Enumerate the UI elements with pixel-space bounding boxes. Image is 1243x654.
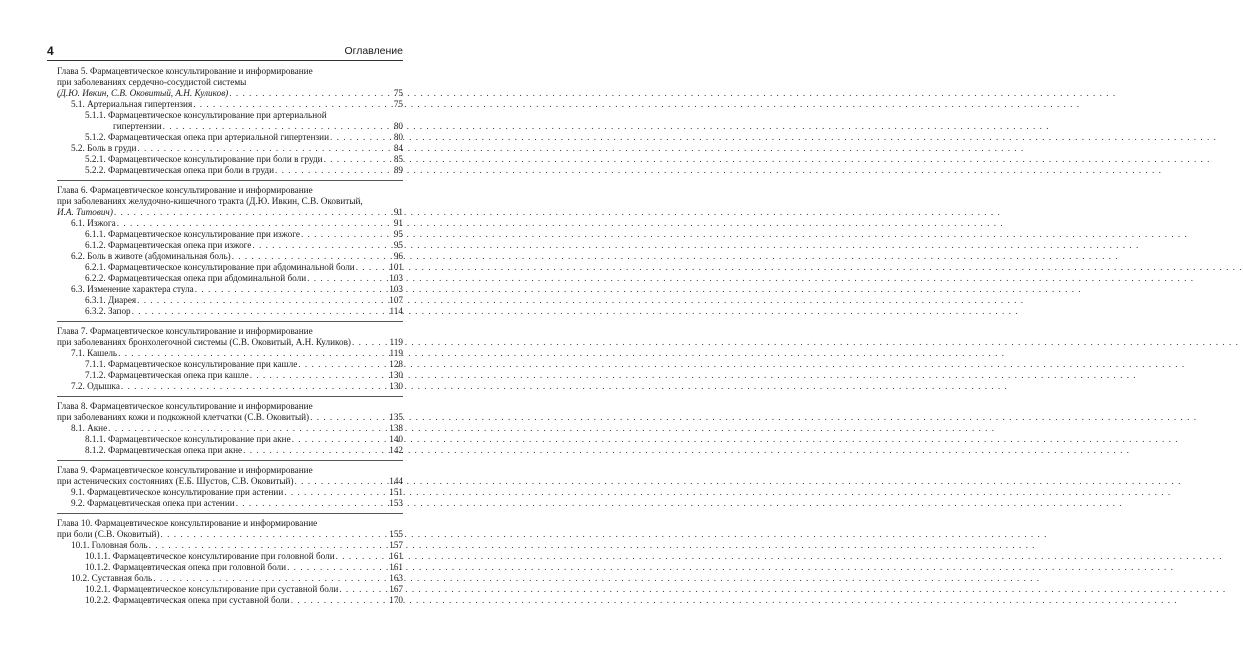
toc-entry[interactable] bbox=[57, 445, 403, 456]
entry-text: 5.2. Боль в груди bbox=[71, 143, 137, 153]
entry-text: 8.1.2. Фармацевтическая опека при акне bbox=[85, 445, 243, 455]
entry-page: 103 bbox=[389, 284, 403, 294]
toc-entry[interactable] bbox=[57, 143, 403, 154]
entry-page: 101 bbox=[389, 262, 403, 272]
entry-text: 9.1. Фармацевтическое консультирование при астении bbox=[71, 487, 284, 497]
toc-entry[interactable] bbox=[57, 370, 403, 381]
entry-text: 7.2. Одышка bbox=[71, 381, 120, 391]
entry-page: 140 bbox=[389, 434, 403, 444]
entry-text: 6.3.1. Диарея bbox=[85, 295, 137, 305]
entry-page: 75 bbox=[393, 88, 403, 98]
entry-text: 10.2. Суставная боль bbox=[71, 573, 153, 583]
toc-entry[interactable] bbox=[57, 573, 403, 584]
toc-entry[interactable] bbox=[57, 99, 403, 110]
entry-page: 157 bbox=[389, 540, 403, 550]
entry-text: И.А. Титович) bbox=[57, 207, 113, 217]
entry-text: 6.3.2. Запор bbox=[85, 306, 131, 316]
entry-page: 138 bbox=[389, 423, 403, 433]
entry-page: 91 bbox=[393, 218, 403, 228]
toc-entry[interactable] bbox=[57, 337, 403, 348]
entry-page: 153 bbox=[389, 498, 403, 508]
toc-entry[interactable] bbox=[57, 381, 403, 392]
chapter-title-line: Глава 10. Фармацевтическое консультирование и информирование bbox=[57, 518, 318, 528]
entry-text: 6.1. Изжога bbox=[71, 218, 116, 228]
page-header bbox=[47, 44, 403, 60]
chapter-7 bbox=[57, 326, 403, 397]
header-rule bbox=[47, 60, 403, 61]
toc-entry[interactable] bbox=[57, 595, 403, 606]
entry-text: 5.1.1. Фармацевтическое консультирование при артериальной bbox=[85, 110, 327, 120]
entry-text: гипертензии bbox=[113, 121, 162, 131]
table-of-contents bbox=[57, 66, 403, 614]
toc-entry[interactable] bbox=[57, 262, 403, 273]
entry-page: 91 bbox=[393, 207, 403, 217]
running-title: Оглавление bbox=[344, 45, 403, 57]
entry-page: 163 bbox=[389, 573, 403, 583]
toc-entry[interactable] bbox=[57, 207, 403, 218]
entry-page: 161 bbox=[389, 551, 403, 561]
toc-entry[interactable] bbox=[57, 165, 403, 176]
entry-page: 167 bbox=[389, 584, 403, 594]
toc-entry[interactable] bbox=[57, 487, 403, 498]
chapter-6 bbox=[57, 185, 403, 322]
toc-entry[interactable] bbox=[57, 562, 403, 573]
entry-text: 5.1. Артериальная гипертензия bbox=[71, 99, 193, 109]
page-number: 4 bbox=[47, 44, 54, 58]
entry-text: 10.1. Головная боль bbox=[71, 540, 148, 550]
entry-page: 95 bbox=[393, 229, 403, 239]
entry-page: 80 bbox=[393, 121, 403, 131]
entry-text: 7.1.1. Фармацевтическое консультирование при кашле bbox=[85, 359, 298, 369]
chapter-10 bbox=[57, 518, 403, 610]
toc-entry[interactable] bbox=[57, 295, 403, 306]
entry-text: 5.2.2. Фармацевтическая опека при боли в груди bbox=[85, 165, 274, 175]
entry-text: 6.2.1. Фармацевтическое консультирование при абдоминальной боли bbox=[85, 262, 355, 272]
entry-text: 10.1.2. Фармацевтическая опека при головной боли bbox=[85, 562, 287, 572]
toc-entry[interactable] bbox=[57, 476, 403, 487]
entry-page: 96 bbox=[393, 251, 403, 261]
entry-page: 151 bbox=[389, 487, 403, 497]
entry-page: 80 bbox=[393, 132, 403, 142]
toc-entry[interactable] bbox=[57, 529, 403, 540]
entry-text: 6.3. Изменение характера стула bbox=[71, 284, 194, 294]
entry-text: 6.2. Боль в животе (абдоминальная боль) bbox=[71, 251, 231, 261]
entry-text: 8.1.1. Фармацевтическое консультирование при акне bbox=[85, 434, 291, 444]
entry-page: 130 bbox=[389, 370, 403, 380]
toc-entry[interactable] bbox=[57, 251, 403, 262]
entry-page: 119 bbox=[389, 337, 403, 347]
entry-page: 130 bbox=[389, 381, 403, 391]
toc-entry[interactable] bbox=[57, 218, 403, 229]
chapter-title-line: Глава 5. Фармацевтическое консультирование и информирование bbox=[57, 66, 313, 76]
entry-text: 6.1.2. Фармацевтическая опека при изжоге bbox=[85, 240, 252, 250]
toc-entry[interactable] bbox=[57, 551, 403, 562]
chapter-9 bbox=[57, 465, 403, 514]
entry-page: 95 bbox=[393, 240, 403, 250]
entry-text: при заболеваниях кожи и подкожной клетчатки (С.В. Оковитый) bbox=[57, 412, 310, 422]
entry-text: 10.2.2. Фармацевтическая опека при суставной боли bbox=[85, 595, 290, 605]
toc-entry[interactable] bbox=[57, 132, 403, 143]
entry-page: 114 bbox=[389, 306, 403, 316]
entry-text: 7.1.2. Фармацевтическая опека при кашле bbox=[85, 370, 249, 380]
chapter-5 bbox=[57, 66, 403, 181]
entry-text: при боли (С.В. Оковитый) bbox=[57, 529, 160, 539]
toc-entry[interactable] bbox=[57, 412, 403, 423]
entry-page: 107 bbox=[389, 295, 403, 305]
entry-text: 5.2.1. Фармацевтическое консультирование при боли в груди bbox=[85, 154, 323, 164]
entry-text: 8.1. Акне bbox=[71, 423, 108, 433]
chapter-title-line: Глава 8. Фармацевтическое консультирование и информирование bbox=[57, 401, 313, 411]
chapter-title-line: Глава 6. Фармацевтическое консультирование и информирование bbox=[57, 185, 313, 195]
entry-text: 10.2.1. Фармацевтическое консультирование при суставной боли bbox=[85, 584, 339, 594]
entry-page: 128 bbox=[389, 359, 403, 369]
toc-entry[interactable] bbox=[57, 359, 403, 370]
entry-page: 144 bbox=[389, 476, 403, 486]
entry-page: 89 bbox=[393, 165, 403, 175]
toc-entry[interactable] bbox=[57, 434, 403, 445]
toc-entry[interactable] bbox=[57, 306, 403, 317]
toc-entry[interactable] bbox=[57, 284, 403, 295]
entry-page: 119 bbox=[389, 348, 403, 358]
entry-page: 75 bbox=[393, 99, 403, 109]
entry-page: 155 bbox=[389, 529, 403, 539]
entry-text: (Д.Ю. Ивкин, С.В. Оковитый, А.Н. Куликов) bbox=[57, 88, 229, 98]
entry-page: 170 bbox=[389, 595, 403, 605]
entry-text: 7.1. Кашель bbox=[71, 348, 118, 358]
toc-entry[interactable] bbox=[57, 273, 403, 284]
entry-text: 6.1.1. Фармацевтическое консультирование при изжоге bbox=[85, 229, 300, 239]
toc-entry[interactable] bbox=[57, 540, 403, 551]
toc-entry[interactable] bbox=[57, 498, 403, 509]
chapter-title-line: Глава 7. Фармацевтическое консультирование и информирование bbox=[57, 326, 313, 336]
toc-entry[interactable] bbox=[57, 88, 403, 99]
entry-text: при заболеваниях бронхолегочной системы (С.В. Оковитый, А.Н. Куликов) bbox=[57, 337, 351, 347]
chapter-8 bbox=[57, 401, 403, 461]
toc-entry[interactable] bbox=[57, 240, 403, 251]
entry-page: 142 bbox=[389, 445, 403, 455]
entry-text: 9.2. Фармацевтическая опека при астении bbox=[71, 498, 235, 508]
toc-entry[interactable] bbox=[57, 348, 403, 359]
toc-entry[interactable] bbox=[57, 121, 403, 132]
toc-entry[interactable] bbox=[57, 154, 403, 165]
entry-page: 103 bbox=[389, 273, 403, 283]
entry-text: 10.1.1. Фармацевтическое консультирование при головной боли bbox=[85, 551, 335, 561]
chapter-title-line: Глава 9. Фармацевтическое консультирование и информирование bbox=[57, 465, 313, 475]
entry-text: 6.2.2. Фармацевтическая опека при абдоминальной боли bbox=[85, 273, 307, 283]
entry-page: 84 bbox=[393, 143, 403, 153]
chapter-title-line: при заболеваниях желудочно-кишечного тракта (Д.Ю. Ивкин, С.В. Оковитый, bbox=[57, 196, 363, 206]
entry-text: при астенических состояниях (Е.Б. Шустов, С.В. Оковитый) bbox=[57, 476, 294, 486]
entry-page: 85 bbox=[393, 154, 403, 164]
chapter-title-line: при заболеваниях сердечно-сосудистой системы bbox=[57, 77, 247, 87]
toc-entry[interactable] bbox=[57, 584, 403, 595]
toc-entry[interactable] bbox=[57, 423, 403, 434]
entry-text: 5.1.2. Фармацевтическая опека при артериальной гипертензии bbox=[85, 132, 330, 142]
entry-page: 135 bbox=[389, 412, 403, 422]
toc-entry[interactable] bbox=[57, 229, 403, 240]
entry-page: 161 bbox=[389, 562, 403, 572]
